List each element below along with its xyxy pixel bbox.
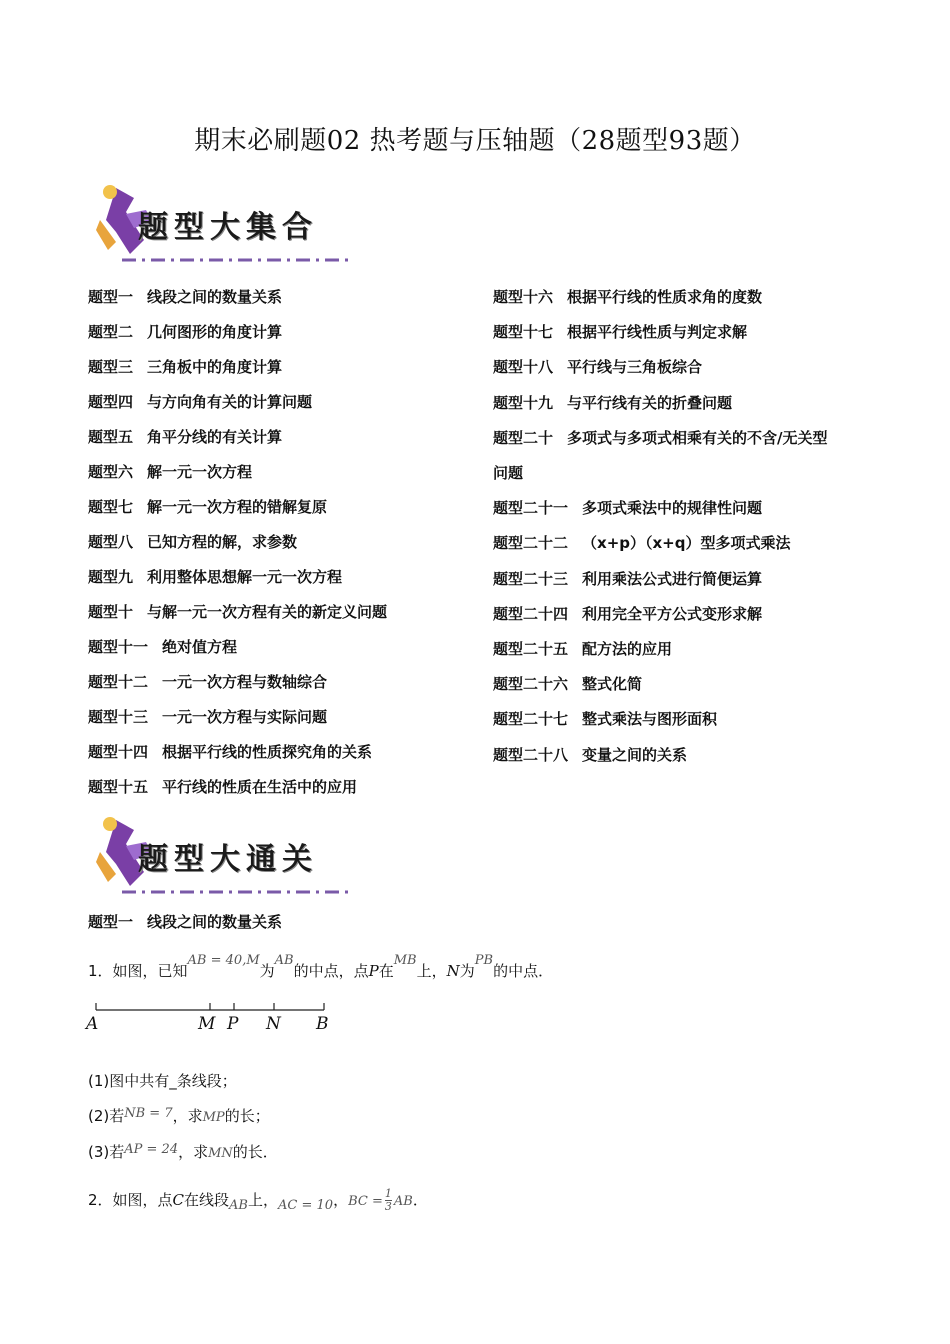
toc-item	[493, 286, 762, 307]
toc-item-number: 题型二十八	[493, 745, 569, 764]
toc-item-number: 题型十	[88, 603, 134, 621]
q2-expr: AC = 10	[278, 1198, 334, 1213]
q2-lead: 2．如图，点	[88, 1191, 173, 1209]
toc-item-name: 利用乘法公式进行简便运算	[582, 569, 763, 588]
banner-title: 题型大通关	[138, 842, 318, 877]
q1-text: 上，	[416, 962, 447, 980]
toc-item	[88, 356, 282, 377]
toc-item	[493, 356, 702, 377]
q1-sub2-expr: NB = 7	[124, 1106, 173, 1121]
q1-text: 的中点．	[493, 962, 554, 980]
q1-subquestion-1: (1)图中共有_条线段；	[88, 1072, 237, 1090]
toc-item	[493, 744, 687, 765]
toc-item-name: 利用整体思想解一元一次方程	[147, 568, 343, 586]
q2-fraction	[385, 1188, 392, 1213]
toc-item	[88, 461, 252, 482]
toc-item-name: 配方法的应用	[582, 640, 673, 658]
section-heading	[88, 911, 282, 932]
toc-item-name: 平行线的性质在生活中的应用	[162, 778, 358, 796]
point-label-n: N	[266, 1014, 281, 1034]
toc-item-number: 题型十五	[88, 778, 149, 796]
toc-item-name: 解一元一次方程	[147, 463, 253, 481]
q2-text: ，	[333, 1191, 349, 1209]
q1-sub2-expr: MP	[202, 1110, 225, 1125]
toc-item-name: 与解一元一次方程有关的新定义问题	[147, 603, 388, 621]
q2-text: 上，	[248, 1191, 279, 1209]
toc-item-name: 多项式乘法中的规律性问题	[582, 499, 763, 518]
fraction-numerator: 1	[384, 1187, 392, 1200]
q1-sub3-text: (3)若	[88, 1143, 125, 1161]
q1-sub2-text: 的长；	[224, 1107, 270, 1125]
toc-item-name: 整式乘法与图形面积	[582, 710, 718, 729]
q2-expr: AB	[393, 1194, 413, 1209]
toc-item-number: 题型三	[88, 358, 134, 376]
toc-item-number: 题型二十三	[493, 569, 569, 588]
toc-item	[493, 462, 523, 483]
toc-item-name: 已知方程的解，求参数	[147, 533, 298, 551]
point-label-p: P	[227, 1014, 239, 1034]
banner-question-collection	[86, 180, 352, 272]
toc-item-number: 题型一	[88, 288, 134, 306]
toc-item-number: 题型二十二	[493, 534, 569, 553]
toc-item-name: 多项式与多项式相乘有关的不含/无关型	[567, 428, 828, 447]
toc-item	[88, 321, 282, 342]
toc-item-number: 题型七	[88, 498, 134, 516]
toc-item-name: 绝对值方程	[162, 638, 238, 656]
section-number: 题型一	[88, 913, 134, 931]
point-label-m: M	[198, 1014, 216, 1034]
toc-item	[493, 603, 762, 624]
q2-text: ．	[412, 1191, 428, 1209]
toc-item	[493, 497, 762, 518]
toc-item-number: 题型二十六	[493, 675, 569, 694]
toc-item-name: 根据平行线性质与判定求解	[567, 323, 748, 342]
q1-sub3-text: ，求	[178, 1143, 209, 1161]
q1-sub2-text: ，求	[172, 1107, 203, 1125]
q1-point-n: N	[446, 962, 460, 980]
toc-item	[493, 708, 717, 729]
toc-item-number: 题型十八	[493, 358, 554, 377]
q2-point-c: C	[172, 1191, 185, 1209]
toc-item-name: 根据平行线的性质求角的度数	[567, 288, 763, 306]
q2-expr: BC =	[348, 1194, 383, 1209]
toc-item-number: 题型五	[88, 428, 134, 446]
question-2	[88, 1188, 428, 1213]
toc-item	[493, 673, 642, 694]
toc-item-name: 角平分线的有关计算	[147, 428, 283, 446]
toc-item-name: 解一元一次方程的错解复原	[147, 498, 328, 516]
point-label-b: B	[316, 1014, 329, 1034]
banner-question-practice	[86, 812, 352, 904]
q1-expr: MB	[393, 953, 417, 968]
toc-item	[88, 566, 342, 587]
toc-item	[88, 391, 312, 412]
toc-item-number: 题型四	[88, 393, 134, 411]
q1-subquestion-3	[88, 1141, 278, 1162]
toc-item-name: 变量之间的关系	[582, 745, 688, 764]
toc-item	[88, 776, 357, 797]
toc-item-number: 题型六	[88, 463, 134, 481]
toc-item	[493, 427, 828, 448]
toc-item-name: 利用完全平方公式变形求解	[582, 604, 763, 623]
q1-expr: AB = 40,M	[187, 953, 260, 968]
question-1	[88, 953, 554, 981]
toc-item-name: 与方向角有关的计算问题	[147, 393, 313, 411]
toc-item-number: 题型二十五	[493, 640, 569, 658]
toc-item-number: 题型九	[88, 568, 134, 586]
toc-item	[493, 321, 747, 342]
q1-text: 为	[459, 962, 475, 980]
toc-item	[88, 671, 327, 692]
toc-item	[493, 392, 732, 413]
q1-subquestion-2	[88, 1105, 270, 1126]
q1-text: 为	[259, 962, 275, 980]
toc-item	[88, 286, 282, 307]
section-name: 线段之间的数量关系	[147, 913, 283, 931]
q1-sub2-text: (2)若	[88, 1107, 125, 1125]
toc-item-number: 题型十九	[493, 393, 554, 412]
toc-item	[88, 496, 327, 517]
q2-expr: AB	[229, 1198, 248, 1213]
document-title: 期末必刷题02 热考题与压轴题（28题型93题）	[194, 126, 756, 156]
toc-item-number: 题型十一	[88, 638, 149, 656]
q1-text: 的中点，点	[293, 962, 369, 980]
toc-item	[493, 568, 762, 589]
toc-item	[493, 638, 672, 659]
toc-item-name: 根据平行线的性质探究角的关系	[162, 743, 373, 761]
q2-text: 在线段	[184, 1191, 230, 1209]
toc-item-number: 题型十六	[493, 288, 554, 306]
q1-expr: AB	[274, 953, 294, 968]
fraction-denominator: 3	[384, 1200, 392, 1213]
toc-item-name: 与平行线有关的折叠问题	[567, 393, 733, 412]
toc-item-name: 问题	[493, 464, 524, 482]
toc-item	[88, 531, 297, 552]
toc-item-number: 题型二十一	[493, 499, 569, 518]
q1-sub3-text: 的长．	[232, 1143, 278, 1161]
toc-item	[88, 706, 327, 727]
toc-item-number: 题型十三	[88, 708, 149, 726]
toc-item-number: 题型二十七	[493, 710, 569, 729]
toc-item-name: 三角板中的角度计算	[147, 358, 283, 376]
toc-item-number: 题型二十四	[493, 604, 569, 623]
toc-item-number: 题型二	[88, 323, 134, 341]
toc-item-name: 一元一次方程与实际问题	[162, 708, 328, 726]
q1-expr: PB	[474, 953, 494, 968]
toc-item	[88, 741, 372, 762]
toc-item	[88, 426, 282, 447]
toc-item	[88, 636, 237, 657]
toc-item-name: 整式化简	[582, 675, 643, 694]
q1-point-p: P	[368, 962, 379, 980]
q1-lead: 1．如图，已知	[88, 962, 188, 980]
toc-item-name: （x+p）（x+q）型多项式乘法	[582, 534, 791, 553]
toc-item-number: 题型二十	[493, 428, 554, 447]
q1-text: 在	[378, 962, 394, 980]
q1-sub3-expr: MN	[208, 1146, 233, 1161]
toc-item-number: 题型十二	[88, 673, 149, 691]
toc-item-name: 线段之间的数量关系	[147, 288, 283, 306]
banner-title: 题型大集合	[138, 210, 318, 245]
toc-item	[88, 601, 387, 622]
toc-item-name: 几何图形的角度计算	[147, 323, 283, 341]
toc-item-name: 一元一次方程与数轴综合	[162, 673, 328, 691]
toc-item-name: 平行线与三角板综合	[567, 358, 703, 377]
toc-item-number: 题型八	[88, 533, 134, 551]
toc-item	[493, 532, 790, 553]
toc-item-number: 题型十四	[88, 743, 149, 761]
point-label-a: A	[86, 1014, 99, 1034]
q1-sub3-expr: AP = 24	[124, 1142, 179, 1157]
toc-item-number: 题型十七	[493, 323, 554, 342]
